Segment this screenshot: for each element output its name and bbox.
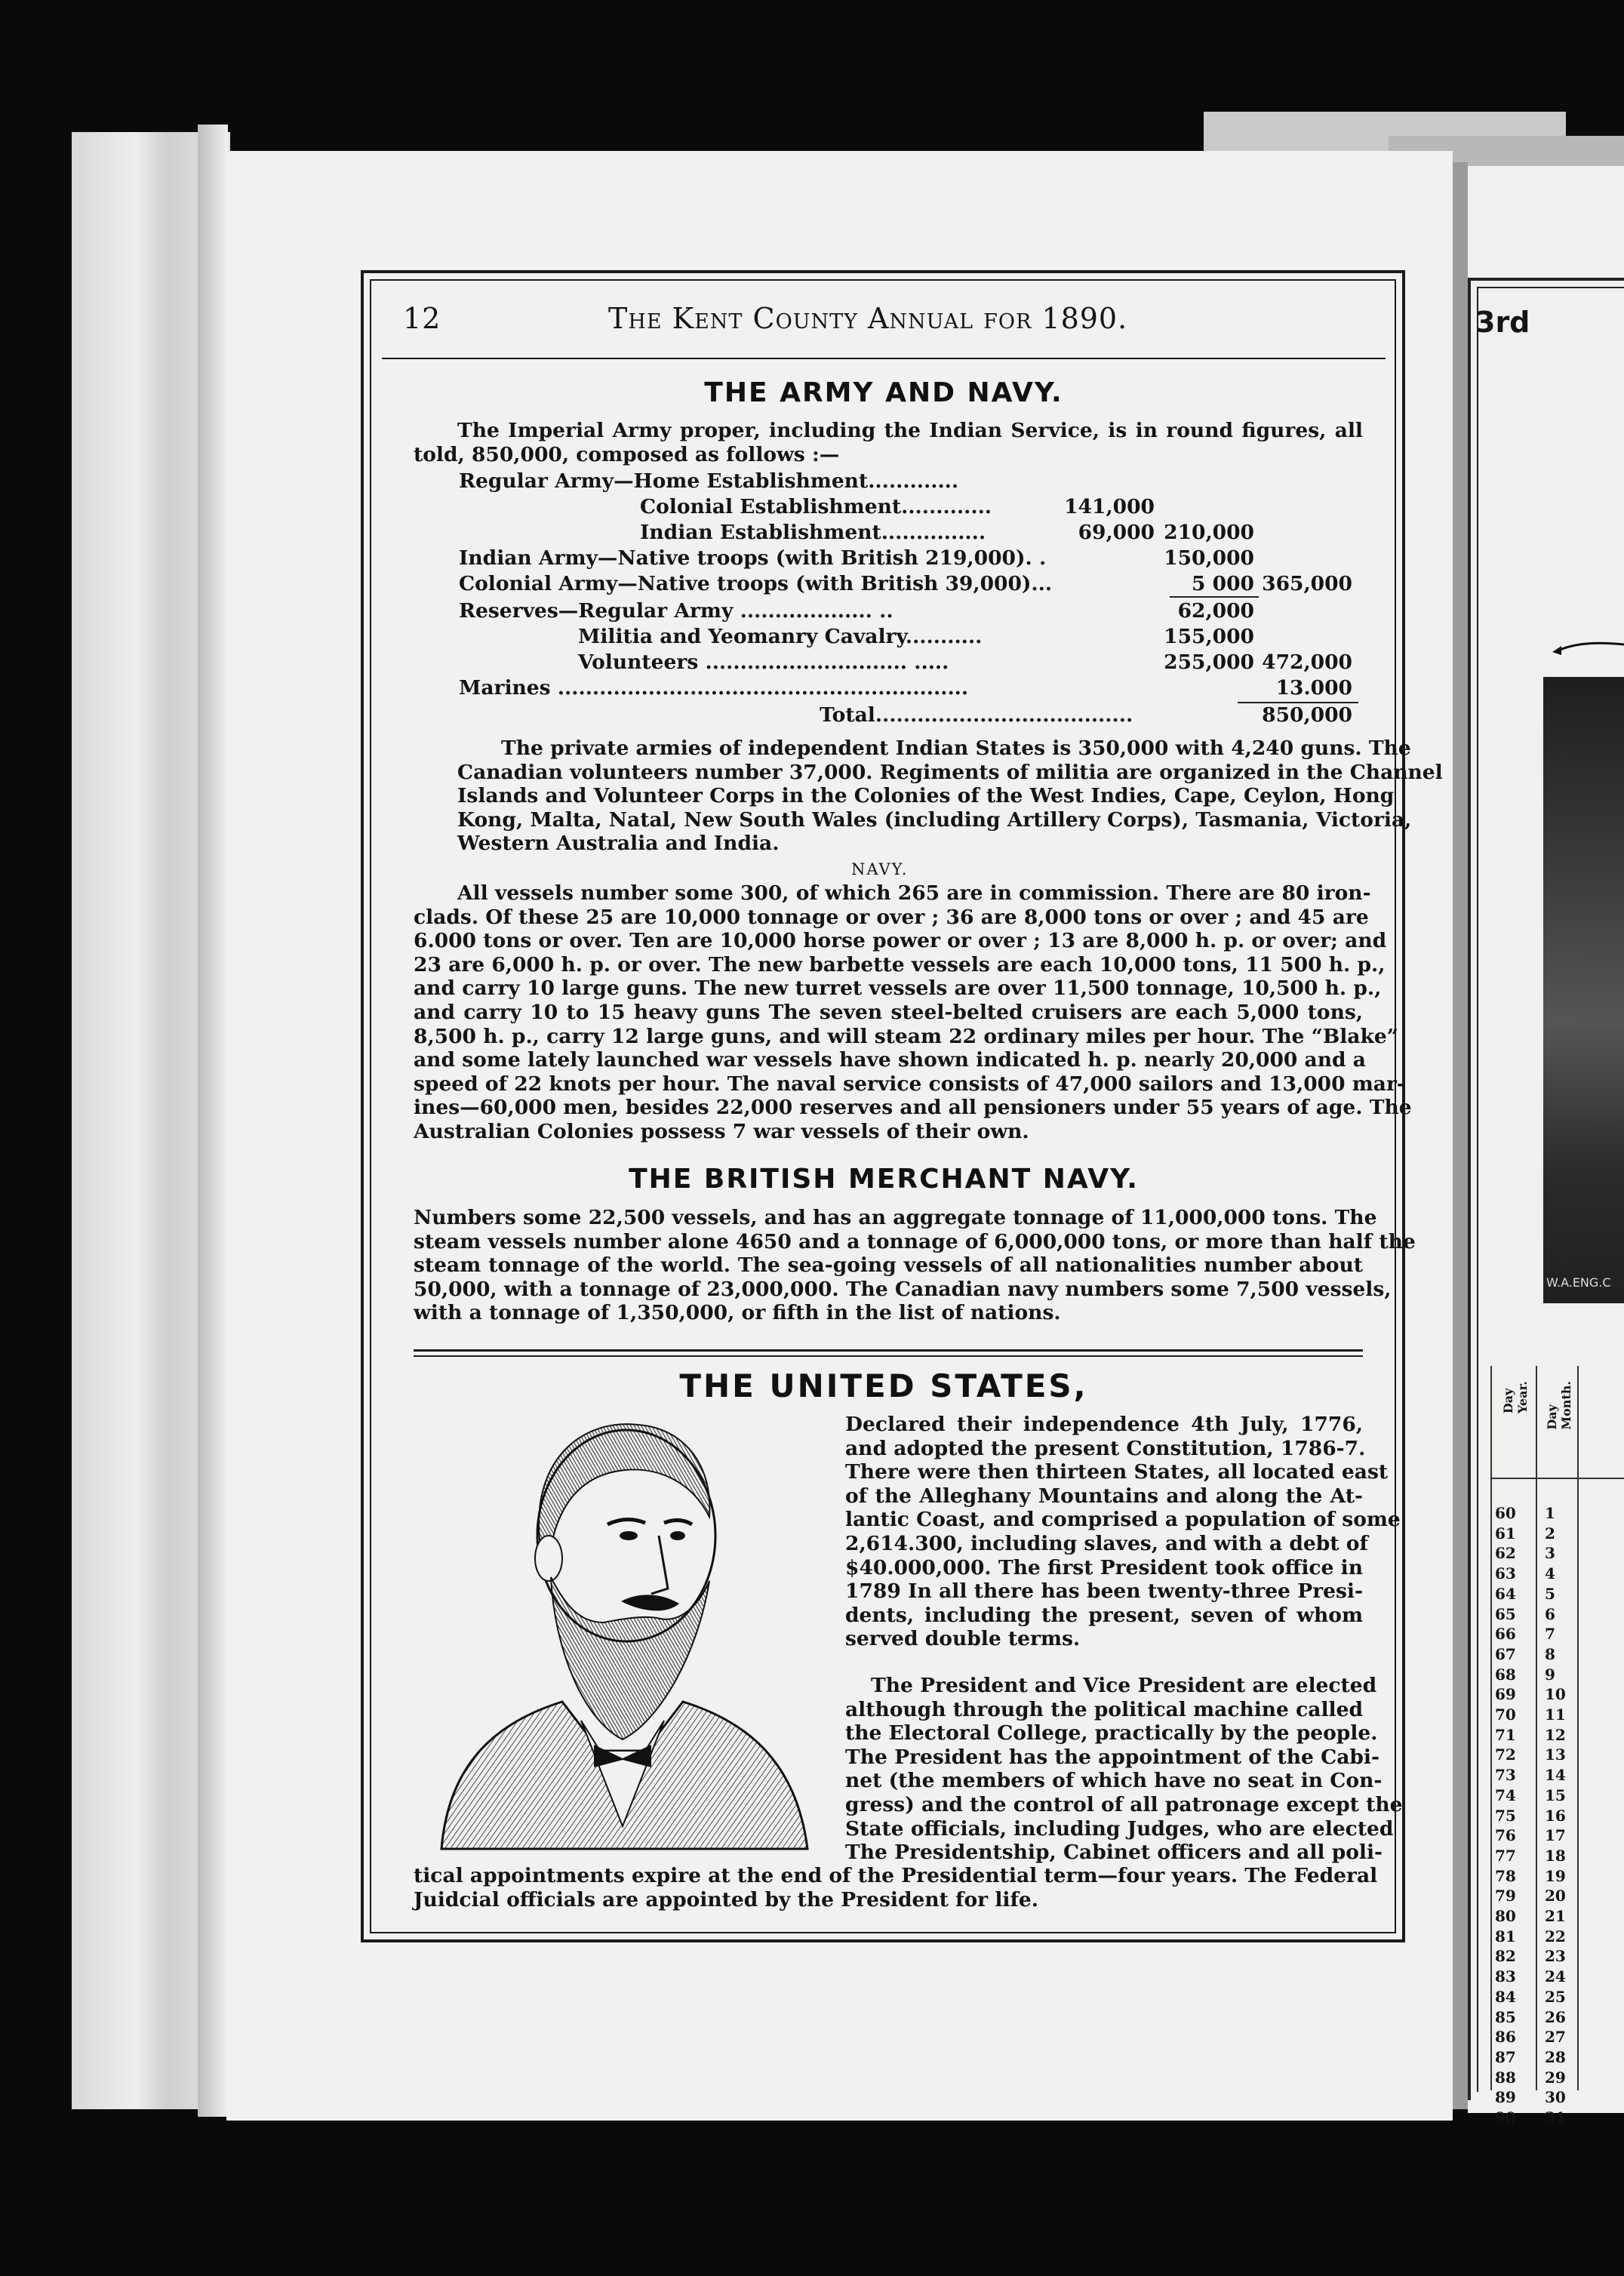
- calendar-cell: 4: [1545, 1564, 1555, 1583]
- calendar-cell: 81: [1495, 1927, 1516, 1945]
- calendar-cell: 31: [1545, 2108, 1566, 2127]
- calendar-cell: 78: [1495, 1866, 1516, 1885]
- calendar-cell: 87: [1495, 2047, 1516, 2066]
- calendar-cell: 28: [1545, 2047, 1566, 2066]
- calendar-cell: 71: [1495, 1725, 1516, 1744]
- row-value: 255,000: [1164, 651, 1254, 674]
- row-value: 210,000: [1164, 521, 1254, 544]
- calendar-cell: 69: [1495, 1685, 1516, 1704]
- calendar-cell: 88: [1495, 2068, 1516, 2087]
- table-row: [459, 546, 1366, 572]
- row-value: 150,000: [1164, 546, 1254, 570]
- text-line: The President has the appointment of the Cabi-: [845, 1745, 1379, 1769]
- merchant-paragraph: [414, 1206, 1416, 1325]
- table-row: [415, 495, 1366, 521]
- table-row: [415, 625, 1366, 651]
- table-rule: [1577, 1366, 1579, 2090]
- calendar-cell: 25: [1545, 1987, 1566, 2006]
- day-year-column: [1495, 1503, 1516, 2128]
- calendar-cell: 79: [1495, 1887, 1516, 1905]
- text-line: speed of 22 knots per hour. The naval service consists of 47,000 sailors and 13,000 mar-: [414, 1072, 1405, 1096]
- us-full-lines: [414, 1864, 1378, 1912]
- merchant-lines: [414, 1206, 1416, 1325]
- calendar-cell: 83: [1495, 1967, 1516, 1986]
- calendar-cell: 6: [1545, 1604, 1555, 1623]
- text-line: the Electoral College, practically by the people.: [845, 1721, 1378, 1745]
- row-value: 5 000: [1192, 572, 1254, 595]
- calendar-cell: 84: [1495, 1987, 1516, 2006]
- calendar-cell: 19: [1545, 1866, 1566, 1885]
- text-line: gress) and the control of all patronage except the: [845, 1792, 1403, 1816]
- table-row: [459, 599, 1366, 625]
- calendar-cell: 75: [1495, 1806, 1516, 1825]
- calendar-cell: 11: [1545, 1705, 1566, 1724]
- text-line: Kong, Malta, Natal, New South Wales (including Artillery Corps), Tasmania, Victoria,: [457, 807, 1412, 832]
- text-line: steam vessels number alone 4650 and a tonnage of 6,000,000 tons, or more than half the: [414, 1229, 1416, 1253]
- table-row: [415, 521, 1366, 546]
- calendar-cell: 26: [1545, 2007, 1566, 2026]
- page-number: 12: [403, 302, 441, 335]
- text-line: The President and Vice President are elected: [871, 1674, 1377, 1697]
- calendar-cell: 64: [1495, 1584, 1516, 1603]
- right-page: [1468, 166, 1624, 2127]
- text-line: 8,500 h. p., carry 12 large guns, and will steam 22 ordinary miles per hour. The “Blake”: [414, 1024, 1398, 1048]
- row-value: 69,000: [1078, 521, 1155, 544]
- calendar-cell: 30: [1545, 2088, 1566, 2107]
- row-value: 850,000: [1262, 703, 1352, 727]
- text-line: Western Australia and India.: [457, 832, 780, 856]
- text-line: and carry 10 to 15 heavy guns The seven steel-belted cruisers are each 5,000 tons,: [414, 1000, 1363, 1024]
- calendar-cell: 77: [1495, 1846, 1516, 1865]
- row-label: Reserves—Regular Army ................... ..: [459, 599, 894, 623]
- calendar-cell: 7: [1545, 1625, 1555, 1644]
- text-line: Juidcial officials are appointed by the President for life.: [414, 1887, 1038, 1912]
- text-line: Australian Colonies possess 7 war vessels of their own.: [414, 1119, 1029, 1143]
- calendar-cell: 21: [1545, 1907, 1566, 1926]
- section-divider: [414, 1349, 1363, 1357]
- calendar-cell: 10: [1545, 1685, 1566, 1704]
- table-rule: [1490, 1366, 1492, 2090]
- us-column-lines: [845, 1413, 1401, 1651]
- calendar-cell: 86: [1495, 2028, 1516, 2047]
- army-details: [414, 737, 1443, 856]
- calendar-cell: 72: [1495, 1745, 1516, 1764]
- right-page-heading: 3rd: [1475, 306, 1530, 339]
- calendar-cell: 65: [1495, 1604, 1516, 1623]
- text-line: The private armies of independent Indian States is 350,000 with 4,240 guns. The: [501, 737, 1411, 760]
- navy-subhead: NAVY.: [851, 860, 909, 878]
- calendar-cell: 13: [1545, 1745, 1566, 1764]
- calendar-cell: 3: [1545, 1544, 1555, 1563]
- row-value: 365,000: [1262, 572, 1352, 595]
- calendar-cell: 73: [1495, 1766, 1516, 1785]
- calendar-cell: 9: [1545, 1665, 1555, 1684]
- text-line: and carry 10 large guns. The new turret vessels are over 11,500 tonnage, 10,500 h. p.,: [414, 977, 1382, 1001]
- calendar-cell: 85: [1495, 2007, 1516, 2026]
- row-label: Militia and Yeomanry Cavalry...........: [578, 625, 983, 648]
- text-line: tical appointments expire at the end of the Presidential term—four years. The Federal: [414, 1864, 1378, 1887]
- table-row: [415, 651, 1366, 676]
- calendar-cell: 67: [1495, 1644, 1516, 1663]
- text-line: There were then thirteen States, all located east: [845, 1460, 1389, 1484]
- us-column-1: [845, 1413, 1401, 1651]
- flourish-icon: [1543, 634, 1624, 657]
- text-line: All vessels number some 300, of which 265 are in commission. There are 80 iron-: [457, 881, 1371, 905]
- row-label: Total.....................................: [820, 703, 1133, 727]
- text-line: of the Alleghany Mountains and along the At-: [845, 1484, 1363, 1508]
- text-line: Canadian volunteers number 37,000. Regiments of militia are organized in the Channel: [457, 760, 1443, 784]
- calendar-cell: 27: [1545, 2028, 1566, 2047]
- calendar-cell: 29: [1545, 2068, 1566, 2087]
- row-value: 155,000: [1164, 625, 1254, 648]
- text-line: The Presidentship, Cabinet officers and all poli-: [845, 1841, 1383, 1865]
- table-rule: [1536, 1366, 1537, 2090]
- calendar-cell: 16: [1545, 1806, 1566, 1825]
- text-line: ines—60,000 men, besides 22,000 reserves and all pensioners under 55 years of age. The: [414, 1096, 1412, 1120]
- calendar-cell: 63: [1495, 1564, 1516, 1583]
- table-rule: [1490, 1478, 1624, 1479]
- text-line: and some lately launched war vessels have shown indicated h. p. nearly 20,000 and a: [414, 1048, 1366, 1072]
- text-line: lantic Coast, and comprised a population of some: [845, 1508, 1401, 1532]
- calendar-cell: 17: [1545, 1826, 1566, 1845]
- engraving-caption: W.A.ENG.C: [1546, 1275, 1611, 1290]
- united-states-title: THE UNITED STATES,: [679, 1367, 1088, 1404]
- calendar-cell: 22: [1545, 1927, 1566, 1945]
- day-month-header: Day Month.: [1545, 1381, 1573, 1430]
- army-intro-line: told, 850,000, composed as follows :—: [414, 442, 840, 466]
- table-row: [459, 469, 1364, 495]
- row-value: 141,000: [1064, 495, 1155, 518]
- text-line: 2,614.300, including slaves, and with a debt of: [845, 1531, 1368, 1555]
- calendar-cell: 62: [1495, 1544, 1516, 1563]
- calendar-cell: 76: [1495, 1826, 1516, 1845]
- row-label: Indian Establishment...............: [640, 521, 986, 544]
- calendar-cell: 66: [1495, 1625, 1516, 1644]
- row-label: Indian Army—Native troops (with British 219,000). .: [459, 546, 1047, 570]
- table-row: [459, 572, 1366, 598]
- book-gutter: [1453, 162, 1468, 2109]
- us-full-width: [414, 1864, 1378, 1912]
- calendar-cell: 70: [1495, 1705, 1516, 1724]
- us-column-2: [845, 1674, 1403, 1865]
- calendar-cell: 61: [1495, 1524, 1516, 1542]
- table-row: [415, 703, 1366, 729]
- calendar-cell: 5: [1545, 1584, 1555, 1603]
- row-label: Volunteers ............................. .....: [578, 651, 949, 674]
- text-line: and adopted the present Constitution, 1786-7.: [845, 1436, 1366, 1460]
- text-line: Numbers some 22,500 vessels, and has an aggregate tonnage of 11,000,000 tons. The: [414, 1206, 1377, 1229]
- calendar-cell: 82: [1495, 1947, 1516, 1966]
- calendar-cell: 18: [1545, 1846, 1566, 1865]
- text-line: State officials, including Judges, who are elected: [845, 1816, 1394, 1841]
- sum-rule: [1170, 596, 1259, 598]
- text-line: clads. Of these 25 are 10,000 tonnage or over ; 36 are 8,000 tons or over ; and 45 are: [414, 905, 1369, 929]
- navy-paragraph: [414, 881, 1412, 1144]
- army-details-lines: [414, 737, 1443, 856]
- day-month-column: [1545, 1503, 1566, 2128]
- row-label: Marines ...........................................................: [459, 676, 969, 700]
- text-line: with a tonnage of 1,350,000, or fifth in the list of nations.: [414, 1301, 1061, 1325]
- day-year-header: Day Year.: [1501, 1381, 1530, 1414]
- text-line: served double terms.: [845, 1627, 1081, 1651]
- row-value: 472,000: [1262, 651, 1352, 674]
- calendar-cell: 2: [1545, 1524, 1555, 1542]
- portrait-engraving: [419, 1404, 826, 1856]
- calendar-cell: 8: [1545, 1644, 1555, 1663]
- army-intro-line: The Imperial Army proper, including the Indian Service, is in round figures, all: [457, 419, 1363, 442]
- army-intro: [414, 419, 1363, 466]
- calendar-cell: 15: [1545, 1785, 1566, 1804]
- running-head: [382, 300, 1386, 343]
- text-line: 50,000, with a tonnage of 23,000,000. The Canadian navy numbers some 7,500 vessels,: [414, 1277, 1392, 1301]
- row-label: Colonial Army—Native troops (with British 39,000)...: [459, 572, 1053, 595]
- calendar-cell: 20: [1545, 1887, 1566, 1905]
- calendar-cell: 60: [1495, 1504, 1516, 1522]
- text-line: steam tonnage of the world. The sea-going vessels of all nationalities number about: [414, 1253, 1363, 1278]
- row-label: Colonial Establishment.............: [640, 495, 992, 518]
- calendar-cell: 12: [1545, 1725, 1566, 1744]
- merchant-navy-title: THE BRITISH MERCHANT NAVY.: [629, 1164, 1139, 1195]
- calendar-cell: 74: [1495, 1785, 1516, 1804]
- us-column-lines: [845, 1674, 1403, 1865]
- text-line: although through the political machine called: [845, 1697, 1363, 1721]
- calendar-cell: 80: [1495, 1907, 1516, 1926]
- calendar-cell: 89: [1495, 2088, 1516, 2107]
- text-line: Declared their independence 4th July, 1776,: [845, 1413, 1363, 1436]
- text-line: $40.000,000. The first President took office in: [845, 1555, 1363, 1579]
- text-line: 1789 In all there has been twenty-three Presi-: [845, 1579, 1363, 1604]
- header-rule: [382, 358, 1386, 359]
- row-value: 13.000: [1275, 676, 1352, 700]
- running-title: The Kent County Annual for 1890.: [608, 302, 1128, 335]
- engraving-image: [1543, 677, 1624, 1303]
- text-line: net (the members of which have no seat in Con-: [845, 1769, 1383, 1793]
- table-row: [459, 676, 1366, 702]
- navy-lines: [414, 881, 1412, 1144]
- text-line: 23 are 6,000 h. p. or over. The new barbette vessels are each 10,000 tons, 11 500 h. p.,: [414, 952, 1386, 977]
- calendar-cell: 68: [1495, 1665, 1516, 1684]
- text-line: dents, including the present, seven of whom: [845, 1603, 1363, 1627]
- row-label: Regular Army—Home Establishment.............: [459, 469, 959, 493]
- text-line: Islands and Volunteer Corps in the Colonies of the West Indies, Cape, Ceylon, Hong: [457, 784, 1395, 808]
- calendar-cell: 23: [1545, 1947, 1566, 1966]
- calendar-cell: 14: [1545, 1766, 1566, 1785]
- calendar-cell: 90: [1495, 2108, 1516, 2127]
- army-navy-title: THE ARMY AND NAVY.: [704, 377, 1063, 408]
- book-page-stack: [198, 125, 228, 2117]
- calendar-cell: 1: [1545, 1504, 1555, 1522]
- text-line: 6.000 tons or over. Ten are 10,000 horse power or over ; 13 are 8,000 h. p. or over; and: [414, 929, 1387, 953]
- calendar-cell: 24: [1545, 1967, 1566, 1986]
- row-value: 62,000: [1177, 599, 1254, 623]
